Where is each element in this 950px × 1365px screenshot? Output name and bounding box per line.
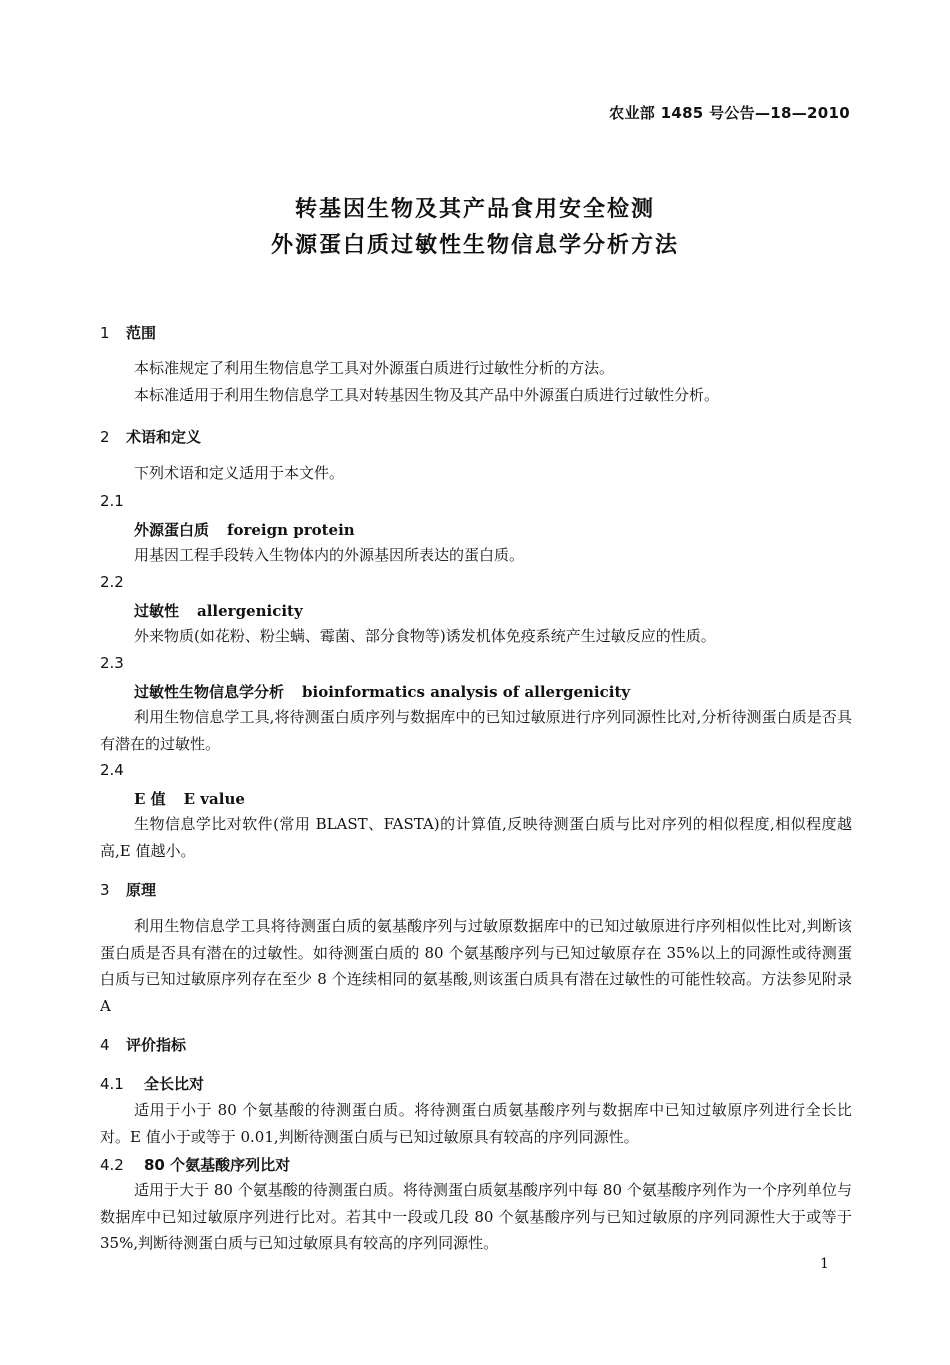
section-1-heading <box>100 322 156 343</box>
term-2-1 <box>134 519 355 540</box>
section-1-paragraph-1: 本标准规定了利用生物信息学工具对外源蛋白质进行过敏性分析的方法。 <box>134 359 615 377</box>
document-title-line-2: 外源蛋白质过敏性生物信息学分析方法 <box>270 233 679 258</box>
term-chinese: 外源蛋白质 <box>134 521 210 539</box>
term-chinese: 过敏性生物信息学分析 <box>134 683 285 701</box>
section-4-2-heading <box>100 1154 290 1175</box>
term-english: E value <box>183 790 245 808</box>
section-title: 范围 <box>126 324 157 342</box>
term-2-4-definition: 生物信息学比对软件(常用 BLAST、FASTA)的计算值,反映待测蛋白质与比对序列的相似程度,相似程度越高,E 值越小。 <box>100 815 852 860</box>
term-2-3 <box>134 681 630 702</box>
section-1-paragraph-2: 本标准适用于利用生物信息学工具对转基因生物及其产品中外源蛋白质进行过敏性分析。 <box>134 386 720 404</box>
section-number: 4 <box>100 1036 110 1054</box>
term-english: allergenicity <box>197 602 303 620</box>
term-2-3-number: 2.3 <box>100 654 124 672</box>
section-4-heading <box>100 1034 186 1055</box>
section-4-1-heading <box>100 1073 204 1094</box>
term-2-1-number: 2.1 <box>100 492 124 510</box>
section-4-2-paragraph: 适用于大于 80 个氨基酸的待测蛋白质。将待测蛋白质氨基酸序列中每 80 个氨基酸序列作为一个序列单位与数据库中已知过敏原序列进行比对。若其中一段或几段 80 个氨基酸序列与已知过敏原的序列同源性大于或等于 35%,判断待测蛋白质与已知过敏原具有较高的序列同源性。 <box>100 1181 852 1252</box>
section-number: 1 <box>100 324 110 342</box>
section-3-heading <box>100 879 156 900</box>
section-title: 原理 <box>126 881 157 899</box>
term-2-2 <box>134 600 303 621</box>
subsection-number: 4.1 <box>100 1075 124 1093</box>
term-2-3-definition: 利用生物信息学工具,将待测蛋白质序列与数据库中的已知过敏原进行序列同源性比对,分析待测蛋白质是否具有潜在的过敏性。 <box>100 708 852 753</box>
subsection-title: 80 个氨基酸序列比对 <box>144 1156 291 1174</box>
section-2-heading <box>100 426 201 447</box>
term-english: bioinformatics analysis of allergenicity <box>302 683 631 701</box>
term-english: foreign protein <box>227 521 355 539</box>
term-2-1-definition: 用基因工程手段转入生物体内的外源基因所表达的蛋白质。 <box>134 546 525 564</box>
section-title: 术语和定义 <box>126 428 202 446</box>
section-3-paragraph: 利用生物信息学工具将待测蛋白质的氨基酸序列与过敏原数据库中的已知过敏原进行序列相似性比对,判断该蛋白质是否具有潜在的过敏性。如待测蛋白质的 80 个氨基酸序列与已知过敏原存在 35%以上的同源性或待测蛋白质与已知过敏原序列存在至少 8 个连续相同的氨基酸,则该蛋白质具有潜在过敏性的可能性较高。方法参见附录 A <box>100 917 852 1015</box>
subsection-title: 全长比对 <box>144 1075 205 1093</box>
term-2-2-number: 2.2 <box>100 573 124 591</box>
section-2-intro: 下列术语和定义适用于本文件。 <box>134 464 345 482</box>
page-number: 1 <box>820 1256 829 1272</box>
section-number: 2 <box>100 428 110 446</box>
section-title: 评价指标 <box>126 1036 187 1054</box>
term-2-4-number: 2.4 <box>100 761 124 779</box>
document-number: 农业部 1485 号公告—18—2010 <box>609 104 850 122</box>
term-2-2-definition: 外来物质(如花粉、粉尘螨、霉菌、部分食物等)诱发机体免疫系统产生过敏反应的性质。 <box>134 627 716 645</box>
document-title-line-1: 转基因生物及其产品食用安全检测 <box>294 197 655 222</box>
section-4-1-paragraph: 适用于小于 80 个氨基酸的待测蛋白质。将待测蛋白质氨基酸序列与数据库中已知过敏原序列进行全长比对。E 值小于或等于 0.01,判断待测蛋白质与已知过敏原具有较高的序列同源性。 <box>100 1101 852 1146</box>
term-2-4 <box>134 788 245 809</box>
section-number: 3 <box>100 881 110 899</box>
subsection-number: 4.2 <box>100 1156 124 1174</box>
term-chinese: 过敏性 <box>134 602 180 620</box>
term-chinese: E 值 <box>134 790 166 808</box>
